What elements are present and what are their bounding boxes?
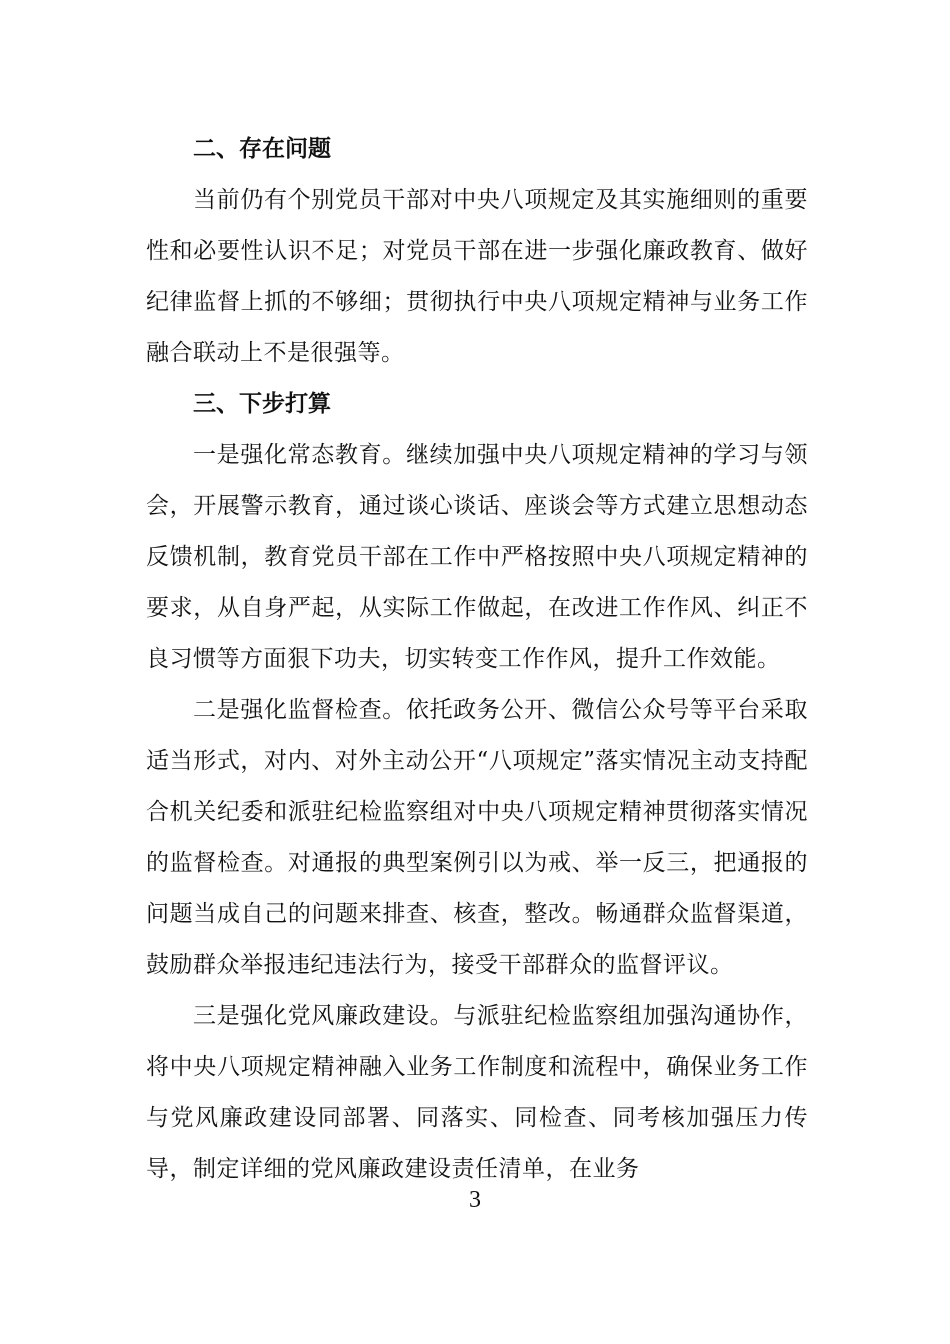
plan-paragraph-party-conduct: 三是强化党风廉政建设。与派驻纪检监察组加强沟通协作，将中央八项规定精神融入业务工作制度和流程中，确保业务工作与党风廉政建设同部署、同落实、同检查、同考核加强压力传导，制定详细的党风廉政建设责任清单，在业务 [146,1003,808,1182]
problems-paragraph: 当前仍有个别党员干部对中央八项规定及其实施细则的重要性和必要性认识不足；对党员干部在进一步强化廉政教育、做好纪律监督上抓的不够细；贯彻执行中央八项规定精神与业务工作融合联动上不是很强等。 [146,187,808,366]
plan-paragraph-education: 一是强化常态教育。继续加强中央八项规定精神的学习与领会，开展警示教育，通过谈心谈话、座谈会等方式建立思想动态反馈机制，教育党员干部在工作中严格按照中央八项规定精神的要求，从自身严起，从实际工作做起，在改进工作作风、纠正不良习惯等方面狠下功夫，切实转变工作作风，提升工作效能。 [146,442,808,672]
section-heading-problems: 二、存在问题 [193,136,331,162]
document-body [146,124,808,1195]
page-number: 3 [469,1187,481,1213]
plan-paragraph-supervision: 二是强化监督检查。依托政务公开、微信公众号等平台采取适当形式，对内、对外主动公开“八项规定”落实情况主动支持配合机关纪委和派驻纪检监察组对中央八项规定精神贯彻落实情况的监督检查。对通报的典型案例引以为戒、举一反三，把通报的问题当成自己的问题来排查、核查，整改。畅通群众监督渠道，鼓励群众举报违纪违法行为，接受干部群众的监督评议。 [146,697,808,978]
section-heading-next-steps: 三、下步打算 [193,391,331,417]
